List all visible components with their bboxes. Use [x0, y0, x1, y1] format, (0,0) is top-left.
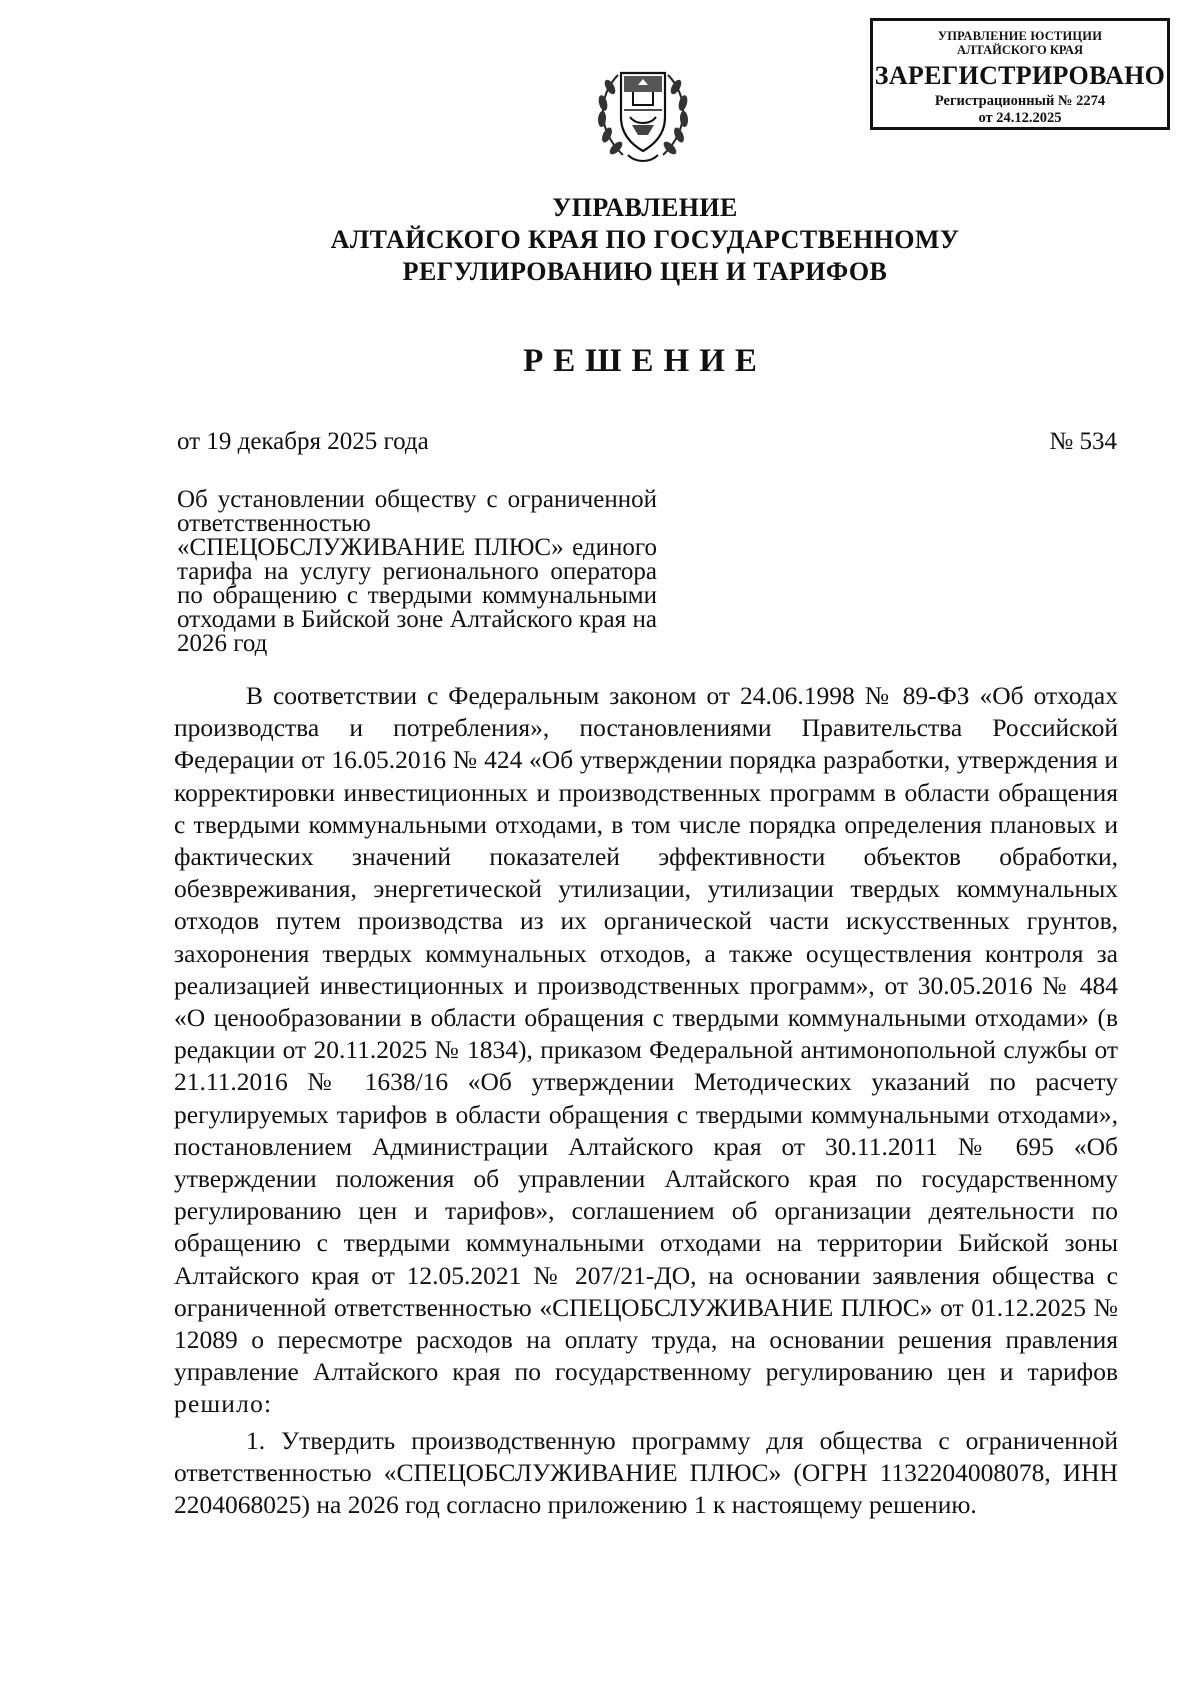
stamp-reg-date: от 24.12.2025 — [978, 110, 1062, 126]
preamble-paragraph — [174, 680, 1118, 1421]
stamp-authority-line2: АЛТАЙСКОГО КРАЯ — [957, 43, 1083, 57]
org-line-3: РЕГУЛИРОВАНИЮ ЦЕН И ТАРИФОВ — [402, 257, 888, 286]
coat-of-arms-icon — [588, 55, 698, 170]
document-type-title: РЕШЕНИЕ — [523, 343, 767, 379]
document-body — [174, 680, 1118, 1521]
stamp-authority-line1: УПРАВЛЕНИЕ ЮСТИЦИИ — [937, 29, 1103, 43]
registration-stamp — [870, 18, 1170, 130]
resolution-item-1: 1. Утвердить производственную программу для общества с ограниченной ответственностью «СПЕЦОБСЛУЖИВАНИЕ ПЛЮС» (ОГРН 1132204008078, ИНН 2204068025) на 2026 год согласно приложению 1 к настоящему решению. — [174, 1425, 1118, 1520]
issuing-authority — [200, 192, 1090, 288]
document-number: № 534 — [1049, 428, 1117, 455]
org-line-2: АЛТАЙСКОГО КРАЯ ПО ГОСУДАРСТВЕННОМУ — [330, 225, 960, 254]
stamp-reg-number: Регистрационный № 2274 — [934, 93, 1106, 109]
stamp-status: ЗАРЕГИСТРИРОВАНО — [874, 61, 1166, 90]
resolved-word: решило: — [174, 1389, 273, 1419]
document-date: от 19 декабря 2025 года — [177, 428, 429, 455]
preamble-text: В соответствии с Федеральным законом от 24.06.1998 № 89-ФЗ «Об отходах производства и потребления», постановлениями Правительства Российской Федерации от 16.05.2016 № 424 «Об утверждении порядка разработки, утверждения и корректировки инвестиционных и производственных программ в области обращения с твердыми коммунальными отходами, в том числе порядка определения плановых и фактических значений показателей эффективности объектов обработки, обезвреживания, энергетической утилизации, утилизации твердых коммунальных отходов путем производства из их органической части искусственных грунтов, захоронения твердых коммунальных отходов, а также осуществления контроля за реализацией инвестиционных и производственных программ», от 30.05.2016 № 484 «О ценообразовании в области обращения с твердыми коммунальными отходами» (в редакции от 20.11.2025 № 1834), приказом Федеральной антимонопольной службы от 21.11.2016 № 1638/16 «Об утверждении Методических указаний по расчету регулируемых тарифов в области обращения с твердыми коммунальными отходами», постановлением Администрации Алтайского края от 30.11.2011 № 695 «Об утверждении положения об управлении Алтайского края по государственному регулированию цен и тарифов», соглашением об организации деятельности по обращению с твердыми коммунальными отходами на территории Бийской зоны Алтайского края от 12.05.2021 № 207/21-ДО, на основании заявления общества с ограниченной ответственностью «СПЕЦОБСЛУЖИВАНИЕ ПЛЮС» от 01.12.2025 № 12089 о пересмотре расходов на оплату труда, на основании решения правления управление Алтайского края по государственному регулированию цен и тарифов — [174, 681, 1118, 1387]
document-subject: Об установлении обществу с ограниченной ответственностью «СПЕЦОБСЛУЖИВАНИЕ ПЛЮС» единого тарифа на услугу регионального оператора по обращению с твердыми коммунальными отходами в Бийской зоне Алтайского края на 2026 год — [177, 486, 657, 657]
org-line-1: УПРАВЛЕНИЕ — [552, 193, 738, 222]
